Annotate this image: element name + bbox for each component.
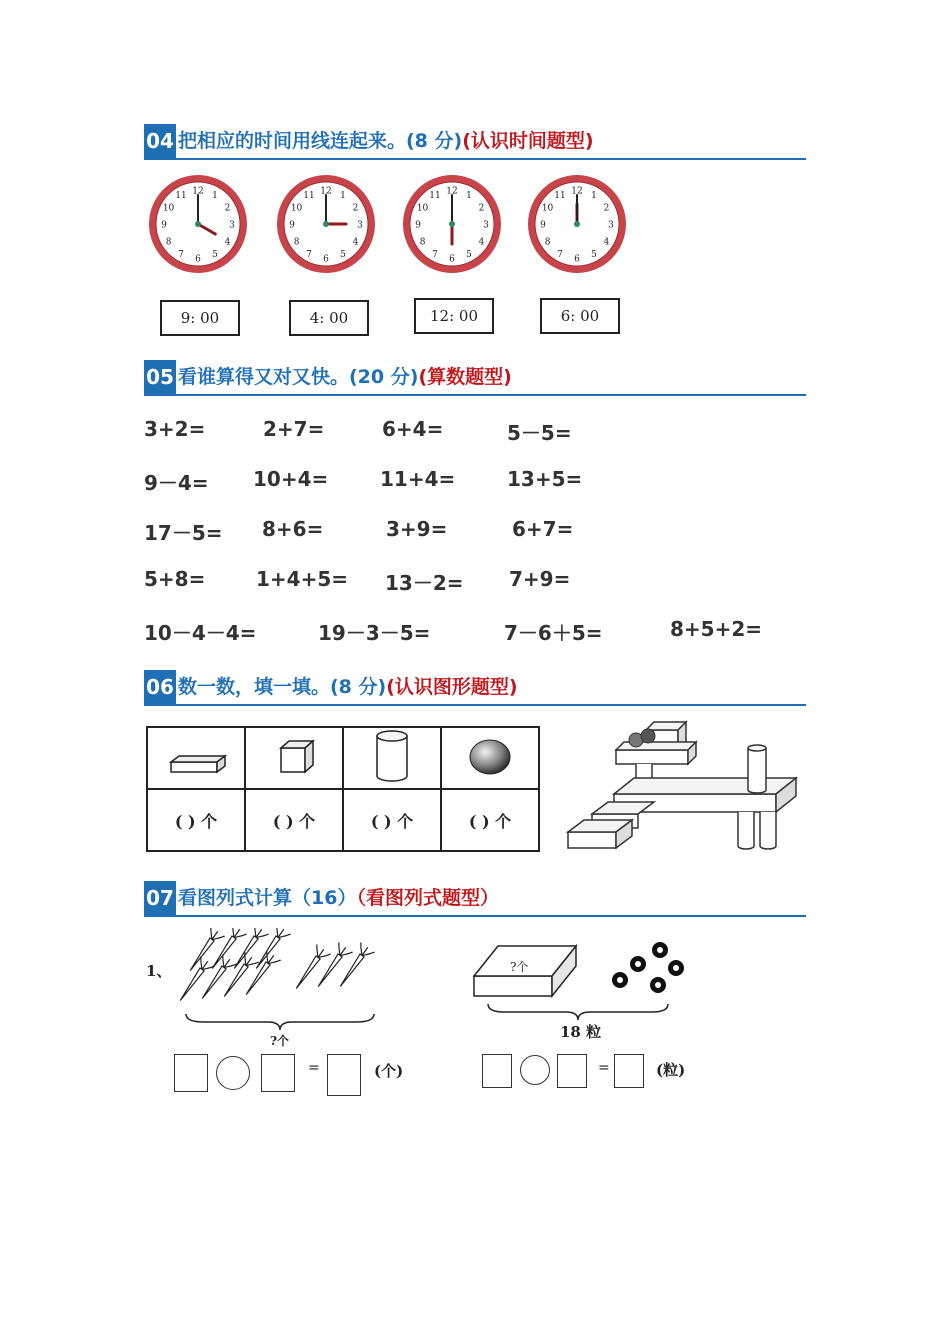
cylinder-icon [372,728,412,784]
clock-number: 10 [541,203,554,214]
section-number: 07 [144,881,176,915]
clock-number: 10 [290,203,303,214]
question-type-tag: (算数题型) [418,366,512,388]
shape-cell [245,727,343,789]
clock-number: 8 [165,237,172,248]
section-number: 04 [144,124,176,158]
clock-face-icon[interactable] [146,172,250,276]
box-label: ?个 [510,960,529,974]
equation: 19－3－5= [318,621,431,645]
section-number: 06 [144,670,176,704]
time-box-4[interactable]: 6: 00 [540,298,620,334]
brace-icon [486,1000,670,1022]
question-type-tag: (认识时间题型) [462,130,594,152]
clock-number: 2 [352,203,359,214]
clock-number: 12 [571,186,583,197]
equation: 2+7= [263,417,325,441]
operator-circle[interactable] [520,1055,550,1085]
clock-number: 3 [357,220,363,231]
clock-number: 6 [574,254,580,265]
clock-number: 3 [483,220,489,231]
unit-label: (粒) [656,1061,686,1079]
answer-box[interactable] [557,1054,587,1088]
answer-box[interactable] [261,1054,295,1092]
clock-face-icon[interactable] [525,172,629,276]
clock-face-icon[interactable] [274,172,378,276]
carrot-icon [289,944,330,993]
shape-cell [147,727,245,789]
operator-circle[interactable] [216,1056,250,1090]
clock-number: 5 [591,249,597,260]
section-number: 05 [144,360,176,394]
question-type-tag: (认识图形题型) [386,676,518,698]
section-title [178,670,518,704]
clock-number: 9 [161,220,167,231]
equation: 3+9= [386,517,448,541]
clock-number: 11 [303,191,315,202]
clock-number: 5 [212,249,218,260]
count-blank[interactable]: ( ) 个 [245,789,343,851]
section-07-header [144,881,806,917]
equation: 7－6＋5= [504,621,603,645]
clock-number: 7 [306,249,312,260]
equation: 7+9= [509,567,571,591]
equation: 10－4－4= [144,621,257,645]
clock-number: 12 [446,186,458,197]
equation: 1+4+5= [256,567,349,591]
clock-number: 6 [449,254,455,265]
sphere-icon [467,733,513,779]
time-box-1[interactable]: 9: 00 [160,300,240,336]
equation: 8+5+2= [670,617,763,641]
clock-number: 5 [466,249,472,260]
equation: 5+8= [144,567,206,591]
count-blank[interactable]: ( ) 个 [147,789,245,851]
clock-number: 3 [229,220,235,231]
equals-sign: = [308,1060,320,1076]
clock-number: 11 [554,191,566,202]
clock-number: 6 [195,254,201,265]
count-blank[interactable]: ( ) 个 [343,789,441,851]
equation: 13+5= [507,467,583,491]
title-text: 把相应的时间用线连起来。(8 分) [178,130,463,152]
title-text: 看图列式计算（16） [178,887,357,909]
brace-label: ?个 [270,1034,290,1048]
equation: 8+6= [262,517,324,541]
clock-number: 4 [224,237,231,248]
equation: 6+7= [512,517,574,541]
clock-number: 2 [603,203,610,214]
clock-number: 7 [557,249,563,260]
brace-icon [184,1010,376,1032]
clock-number: 9 [289,220,295,231]
equals-sign: = [598,1060,610,1076]
shape-cell [343,727,441,789]
clock-number: 8 [293,237,300,248]
section-05-header [144,360,806,396]
equation: 10+4= [253,467,329,491]
beads-illustration [608,940,692,1000]
clock-number: 11 [175,191,187,202]
clock-number: 1 [466,191,472,202]
problem-index: 1、 [146,962,172,980]
clock-number: 4 [603,237,610,248]
section-04-header [144,124,806,160]
clock-face-icon[interactable] [400,172,504,276]
clock-number: 12 [320,186,332,197]
title-text: 看谁算得又对又快。(20 分) [178,366,419,388]
question-type-tag: （看图列式题型） [356,887,499,909]
clock-number: 2 [224,203,231,214]
clock-number: 3 [608,220,614,231]
clock-number: 5 [340,249,346,260]
clock-number: 6 [323,254,329,265]
section-title [178,881,499,915]
equation: 9－4= [144,471,209,495]
answer-box[interactable] [327,1054,361,1096]
count-blank[interactable]: ( ) 个 [441,789,539,851]
carrots-illustration [170,928,390,1018]
clock-number: 8 [419,237,426,248]
clock-number: 9 [415,220,421,231]
clock-number: 4 [478,237,485,248]
equation: 3+2= [144,417,206,441]
carrot-icon [173,928,374,1005]
clock-number: 1 [340,191,346,202]
answer-box[interactable] [174,1054,208,1092]
shape-cell [441,727,539,789]
section-title [178,360,512,394]
answer-box[interactable] [482,1054,512,1088]
unit-label: (个) [374,1062,404,1080]
carrot-icon [183,928,224,975]
clock-number: 7 [432,249,438,260]
clock-number: 9 [540,220,546,231]
clock-number: 10 [162,203,175,214]
equation: 17－5= [144,521,223,545]
clock-number: 10 [416,203,429,214]
cube-icon [269,734,319,778]
answer-box[interactable] [614,1054,644,1088]
section-06-header [144,670,806,706]
section-title [178,124,594,158]
equation: 5－5= [507,421,572,445]
time-box-3[interactable]: 12: 00 [414,298,494,334]
clock-number: 1 [591,191,597,202]
clock-number: 4 [352,237,359,248]
brace-label: 18 粒 [560,1023,602,1041]
clock-number: 12 [192,186,204,197]
cuboid-icon [161,736,231,776]
clock-number: 11 [429,191,441,202]
clock-number: 8 [544,237,551,248]
clock-number: 7 [178,249,184,260]
shape-count-table [146,726,540,852]
equation: 11+4= [380,467,456,491]
clock-number: 1 [212,191,218,202]
equation: 6+4= [382,417,444,441]
block-structure-illustration [560,712,800,857]
time-box-2[interactable]: 4: 00 [289,300,369,336]
title-text: 数一数，填一填。(8 分) [178,676,387,698]
equation: 13－2= [385,571,464,595]
clock-number: 2 [478,203,485,214]
